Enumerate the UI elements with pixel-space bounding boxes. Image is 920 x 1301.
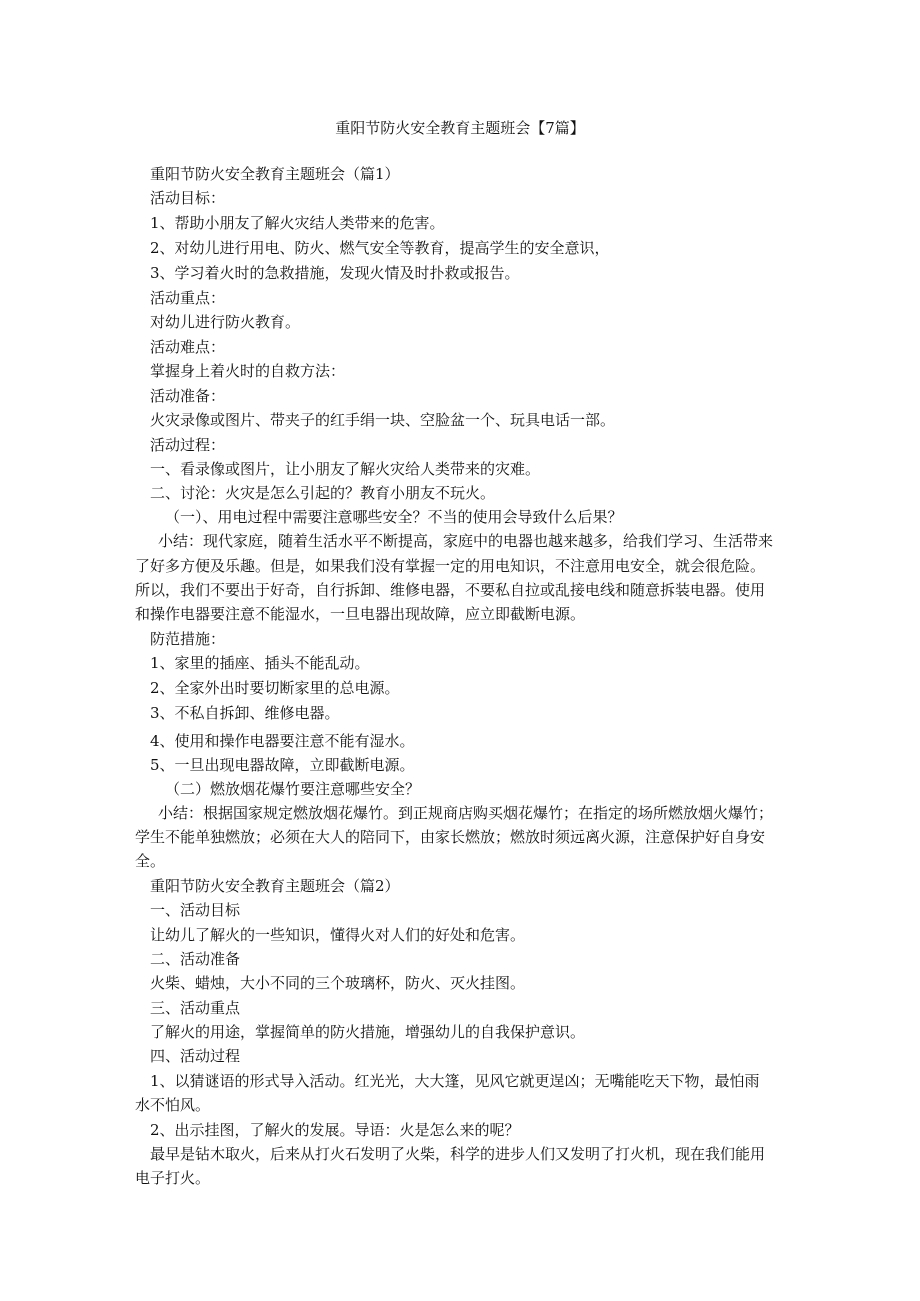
text-line: 了解火的用途，掌握简单的防火措施，增强幼儿的自我保护意识。 <box>150 1023 586 1041</box>
text-line: 一、活动目标 <box>150 901 241 919</box>
text-line: 四、活动过程 <box>150 1047 241 1065</box>
text-line: 1、帮助小朋友了解火灾结人类带来的危害。 <box>150 214 445 232</box>
text-line: 对幼儿进行防火教育。 <box>150 313 301 331</box>
document-title: 重阳节防火安全教育主题班会【7篇】 <box>335 119 585 137</box>
text-line: 3、不私自拆卸、维修电器。 <box>150 704 340 722</box>
text-line: 小结：现代家庭，随着生活水平不断提高，家庭中的电器也越来越多，给我们学习、生活带来 <box>158 532 774 550</box>
text-line: 掌握身上着火时的自救方法： <box>150 362 346 380</box>
text-line: 活动过程： <box>150 436 226 454</box>
text-line: 了好多方便及乐趣。但是，如果我们没有掌握一定的用电知识，不注意用电安全，就会很危险。 <box>135 557 766 575</box>
text-line: 2、出示挂图，了解火的发展。导语：火是怎么来的呢？ <box>150 1121 520 1139</box>
text-line: 让幼儿了解火的一些知识，懂得火对人们的好处和危害。 <box>150 926 526 944</box>
text-line: （一）、用电过程中需要注意哪些安全？不当的使用会导致什么后果？ <box>165 508 623 526</box>
text-line: 4、使用和操作电器要注意不能有湿水。 <box>150 732 415 750</box>
text-line: 一、看录像或图片，让小朋友了解火灾给人类带来的灾难。 <box>150 460 541 478</box>
text-line: 小结：根据国家规定燃放烟花爆竹。到正规商店购买烟花爆竹；在指定的场所燃放烟火爆竹； <box>158 804 774 822</box>
text-line: 二、讨沦：火灾是怎么引起的？教育小朋友不玩火。 <box>150 484 496 502</box>
section-heading-1: 重阳节防火安全教育主题班会（篇1） <box>150 165 400 183</box>
text-line: 1、家里的插座、插头不能乱动。 <box>150 654 370 672</box>
text-line: 水不怕风。 <box>135 1096 211 1114</box>
text-line: 最早是钻木取火，后来从打火石发明了火柴，科学的进步人们又发明了打火机，现在我们能用 <box>150 1145 766 1163</box>
text-line: 火柴、蜡烛，大小不同的三个玻璃杯，防火、灭火挂图。 <box>150 974 526 992</box>
text-line: 活动难点： <box>150 338 226 356</box>
text-line: 电子打火。 <box>135 1169 211 1187</box>
text-line: 三、活动重点 <box>150 999 241 1017</box>
text-line: 防范措施： <box>150 630 226 648</box>
text-line: 二、活动准备 <box>150 950 241 968</box>
text-line: 所以，我们不要出于好奇，自行拆卸、维修电器，不要私自拉或乱接电线和随意拆装电器。使用 <box>135 581 766 599</box>
text-line: 活动重点： <box>150 289 226 307</box>
text-line: 1、以猜谜语的形式导入活动。红光光，大大篷，见风它就更逞凶；无嘴能吃天下物，最怕雨 <box>150 1072 760 1090</box>
text-line: 2、对幼儿进行用电、防火、燃气安全等教育，提高学生的安全意识， <box>150 239 610 257</box>
text-line: 全。 <box>135 852 166 870</box>
text-line: 5、一旦出现电器故障，立即截断电源。 <box>150 756 415 774</box>
text-line: 火灾录像或图片、带夹子的红手绢一块、空脸盆一个、玩具电话一部。 <box>150 411 616 429</box>
text-line: 3、学习着火时的急救措施，发现火情及时扑救或报告。 <box>150 264 520 282</box>
text-line: （二）燃放烟花爆竹要注意哪些安全？ <box>165 780 421 798</box>
text-line: 活动目标： <box>150 189 226 207</box>
text-line: 和操作电器要注意不能湿水，一旦电器出现故障，应立即截断电源。 <box>135 605 586 623</box>
text-line: 2、全家外出时要切断家里的总电源。 <box>150 679 400 697</box>
section-heading-2: 重阳节防火安全教育主题班会（篇2） <box>150 877 400 895</box>
text-line: 活动准备： <box>150 387 226 405</box>
text-line: 学生不能单独燃放；必须在大人的陪同下，由家长燃放；燃放时须远离火源，注意保护好自身安 <box>135 828 766 846</box>
